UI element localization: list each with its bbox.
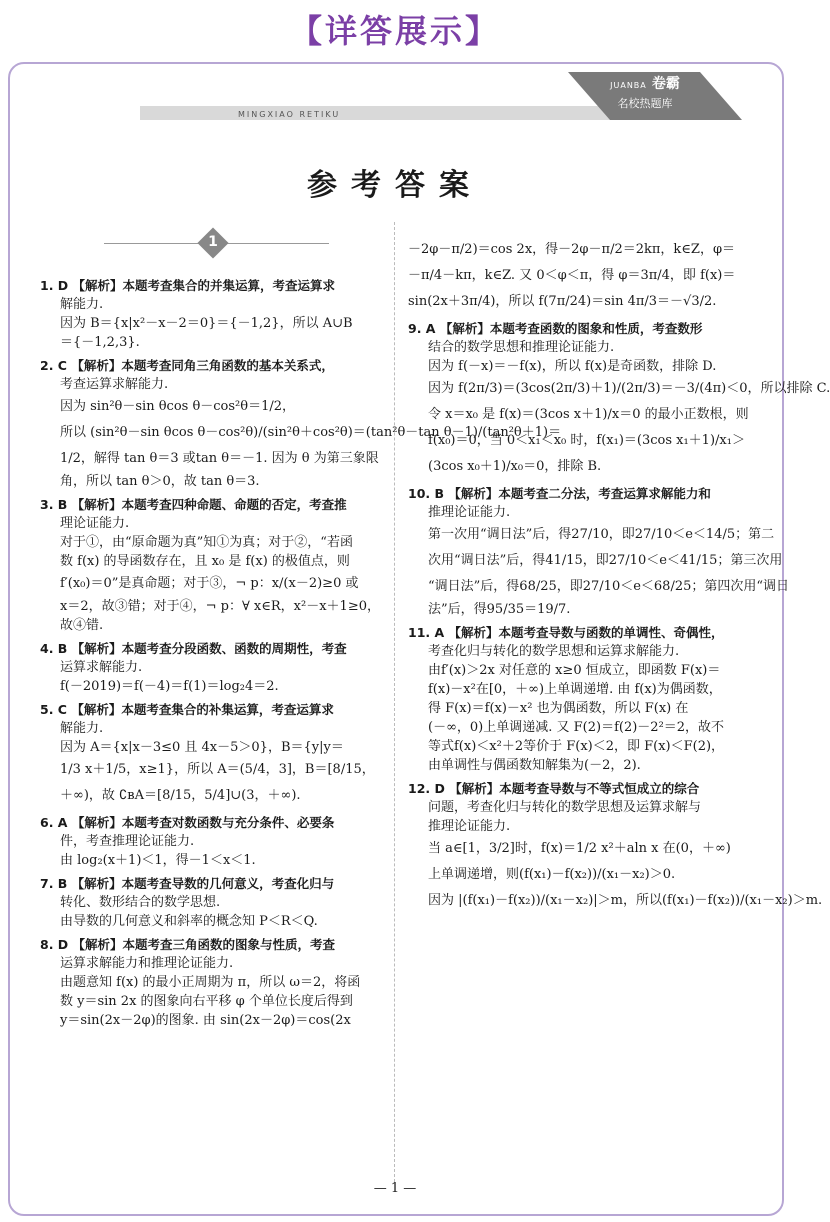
answer-line: 考查化归与转化的数学思想和运算求解能力. — [428, 644, 680, 659]
answer-heading: 5. C 【解析】本题考查集合的补集运算，考查运算求 — [40, 702, 334, 717]
answer-line: 推理论证能力. — [428, 819, 511, 834]
brand-logo — [565, 73, 725, 121]
answer-item — [408, 319, 830, 480]
answer-heading: 2. C 【解析】本题考查同角三角函数的基本关系式， — [40, 358, 334, 373]
answer-line: 由题意知 f(x) 的最小正周期为 π，所以 ω＝2，将函 — [60, 975, 361, 990]
answer-line: 运算求解能力和推理论证能力. — [60, 956, 234, 971]
answer-item — [40, 874, 380, 931]
answer-line: f(x₀)＝0，当 0＜x₁＜x₀ 时，f(x₁)＝(3cos x₁＋1)/x₁＞ — [428, 433, 745, 448]
answer-heading: 11. A 【解析】本题考查导数与函数的单调性、奇偶性， — [408, 625, 724, 640]
answer-item — [408, 484, 790, 619]
answer-heading: 9. A 【解析】本题考查函数的图象和性质，考查数形 — [408, 321, 703, 336]
answer-line: (－∞，0)上单调递减. 又 F(2)＝f(2)－2²＝2，故不 — [428, 720, 725, 735]
brand-sub: 名校热题库 — [617, 97, 673, 110]
answer-line: －π/4－kπ，k∈Z. 又 0＜φ＜π，得 φ＝3π/4，即 f(x)＝ — [408, 268, 736, 283]
answer-item — [40, 639, 380, 696]
answer-line: －2φ－π/2)＝cos 2x，得－2φ－π/2＝2kπ，k∈Z，φ＝ — [408, 242, 736, 257]
answer-heading: 8. D 【解析】本题考查三角函数的图象与性质，考查 — [40, 937, 336, 952]
answer-line: 1/3 x＋1/5，x≥1}，所以 A＝(5/4，3]，B＝[8/15， — [60, 762, 375, 777]
answer-line: 所以 (sin²θ－sin θcos θ－cos²θ)/(sin²θ＋cos²θ)＝(tan²θ－tan θ－1)/(tan²θ＋1)＝ — [60, 425, 562, 440]
answer-line: 当 a∈[1，3/2]时，f(x)＝1/2 x²＋aln x 在(0，＋∞) — [428, 841, 731, 856]
answer-line: 由 log₂(x＋1)＜1，得－1＜x＜1. — [60, 853, 256, 868]
brand-cn: 卷霸 — [651, 76, 680, 92]
answer-line: 数 f(x) 的导函数存在，且 x₀ 是 f(x) 的极值点，则 — [60, 554, 350, 569]
answer-line: 转化、数形结合的数学思想. — [60, 895, 221, 910]
answer-line: “调日法”后，得68/25，即27/10＜e＜68/25；第四次用“调日 — [428, 579, 790, 594]
banner-title: 【详答展示】 — [289, 12, 500, 50]
answer-line: 次用“调日法”后，得41/15，即27/10＜e＜41/15；第三次用 — [428, 553, 783, 568]
answer-line: 问题，考查化归与转化的数学思想及运算求解与 — [428, 800, 702, 815]
page-title: 参考答案 — [307, 168, 483, 203]
answer-heading: 1. D 【解析】本题考查集合的并集运算，考查运算求 — [40, 278, 336, 293]
answer-line: 推理论证能力. — [428, 505, 511, 520]
answer-line: 件，考查推理论证能力. — [60, 834, 195, 849]
answer-heading: 3. B 【解析】本题考查四种命题、命题的否定，考查推 — [40, 497, 347, 512]
answer-line: 运算求解能力. — [60, 660, 143, 675]
section-marker — [104, 232, 329, 256]
answer-line: 令 x＝x₀ 是 f(x)＝(3cos x＋1)/x＝0 的最小正数根，则 — [428, 407, 749, 422]
answer-line: 1/2，解得 tan θ＝3 或tan θ＝－1. 因为 θ 为第三象限 — [60, 451, 379, 466]
answer-line: 因为 sin²θ－sin θcos θ－cos²θ＝1/2， — [60, 399, 296, 414]
answer-line: 法”后，得95/35＝19/7. — [428, 602, 571, 617]
answer-heading: 7. B 【解析】本题考查导数的几何意义，考查化归与 — [40, 876, 335, 891]
answer-line: f(－2019)＝f(－4)＝f(1)＝log₂4＝2. — [60, 679, 279, 694]
answer-item — [40, 935, 380, 1030]
section-number: 1 — [208, 234, 218, 250]
answer-line: sin(2x＋3π/4)，所以 f(7π/24)＝sin 4π/3＝－√3/2. — [408, 294, 717, 309]
answer-item — [40, 495, 380, 635]
answer-line: 上单调递增，则(f(x₁)－f(x₂))/(x₁－x₂)＞0. — [428, 867, 676, 882]
brand-en: JUANBA — [610, 81, 647, 90]
answer-item — [408, 237, 746, 315]
banner — [0, 0, 790, 62]
answer-line: 理论证能力. — [60, 516, 130, 531]
right-column — [408, 233, 830, 914]
answer-line: 由单调性与偶函数知解集为(－2，2). — [428, 758, 641, 773]
column-divider — [394, 222, 395, 1182]
answer-line: 由导数的几何意义和斜率的概念知 P＜R＜Q. — [60, 914, 318, 929]
page-number: — 1 — — [373, 1181, 417, 1196]
answer-line: x＝2，故③错；对于④，¬ p：∀ x∈R，x²－x＋1≥0， — [60, 599, 380, 614]
answer-line: 考查运算求解能力. — [60, 377, 169, 392]
answer-line: 因为 f(2π/3)＝(3cos(2π/3)＋1)/(2π/3)＝－3/(4π)＜0，所以排除 C. — [428, 381, 830, 396]
answer-heading: 6. A 【解析】本题考查对数函数与充分条件、必要条 — [40, 815, 335, 830]
answer-line: f′(x₀)＝0”是真命题；对于③，¬ p：x/(x－2)≥0 或 — [60, 576, 359, 591]
answer-line: ＋∞)，故 ∁ʙA＝[8/15，5/4]∪(3，＋∞). — [60, 788, 301, 803]
answer-line: 故④错. — [60, 618, 104, 633]
answer-line: y＝sin(2x－2φ)的图象. 由 sin(2x－2φ)＝cos(2x — [60, 1013, 351, 1028]
answer-item — [408, 779, 823, 914]
answer-item — [40, 276, 380, 352]
answer-line: f(x)－x²在[0，＋∞)上单调递增. 由 f(x)为偶函数， — [428, 682, 722, 697]
answer-line: 得 F(x)＝f(x)－x² 也为偶函数，所以 F(x) 在 — [428, 701, 689, 716]
answer-heading: 4. B 【解析】本题考查分段函数、函数的周期性，考查 — [40, 641, 347, 656]
answer-item — [408, 623, 746, 775]
answer-item — [40, 700, 380, 809]
answer-line: 对于①，由“原命题为真”知①为真；对于②，“若函 — [60, 535, 353, 550]
answer-line: 因为 |(f(x₁)－f(x₂))/(x₁－x₂)|＞m，所以(f(x₁)－f(x₂))/(x₁－x₂)＞m. — [428, 893, 823, 908]
answer-line: 由f′(x)＞2x 对任意的 x≥0 恒成立，即函数 F(x)＝ — [428, 663, 721, 678]
answer-line: 数 y＝sin 2x 的图象向右平移 φ 个单位长度后得到 — [60, 994, 353, 1009]
answer-line: 因为 A＝{x|x－3≤0 且 4x－5＞0}，B＝{y|y＝ — [60, 740, 344, 755]
answer-item — [40, 813, 380, 870]
answer-line: 因为 B＝{x|x²－x－2＝0}＝{－1,2}，所以 A∪B — [60, 316, 353, 331]
answer-line: ＝{－1,2,3}. — [60, 335, 140, 350]
answer-line: 第一次用“调日法”后，得27/10，即27/10＜e＜14/5；第二 — [428, 527, 775, 542]
answer-line: 解能力. — [60, 721, 104, 736]
answer-heading: 12. D 【解析】本题考查导数与不等式恒成立的综合 — [408, 781, 700, 796]
answer-line: 结合的数学思想和推理论证能力. — [428, 340, 615, 355]
header-mingxiao: MINGXIAO RETIKU — [238, 110, 341, 119]
answer-line: 等式f(x)＜x²＋2等价于 F(x)＜2，即 F(x)＜F(2)， — [428, 739, 725, 754]
answer-line: 因为 f(－x)＝－f(x)，所以 f(x)是奇函数，排除 D. — [428, 359, 717, 374]
answer-line: 解能力. — [60, 297, 104, 312]
answer-line: 角，所以 tan θ＞0，故 tan θ＝3. — [60, 474, 260, 489]
answer-heading: 10. B 【解析】本题考查二分法，考查运算求解能力和 — [408, 486, 711, 501]
answer-line: (3cos x₀＋1)/x₀＝0，排除 B. — [428, 459, 602, 474]
